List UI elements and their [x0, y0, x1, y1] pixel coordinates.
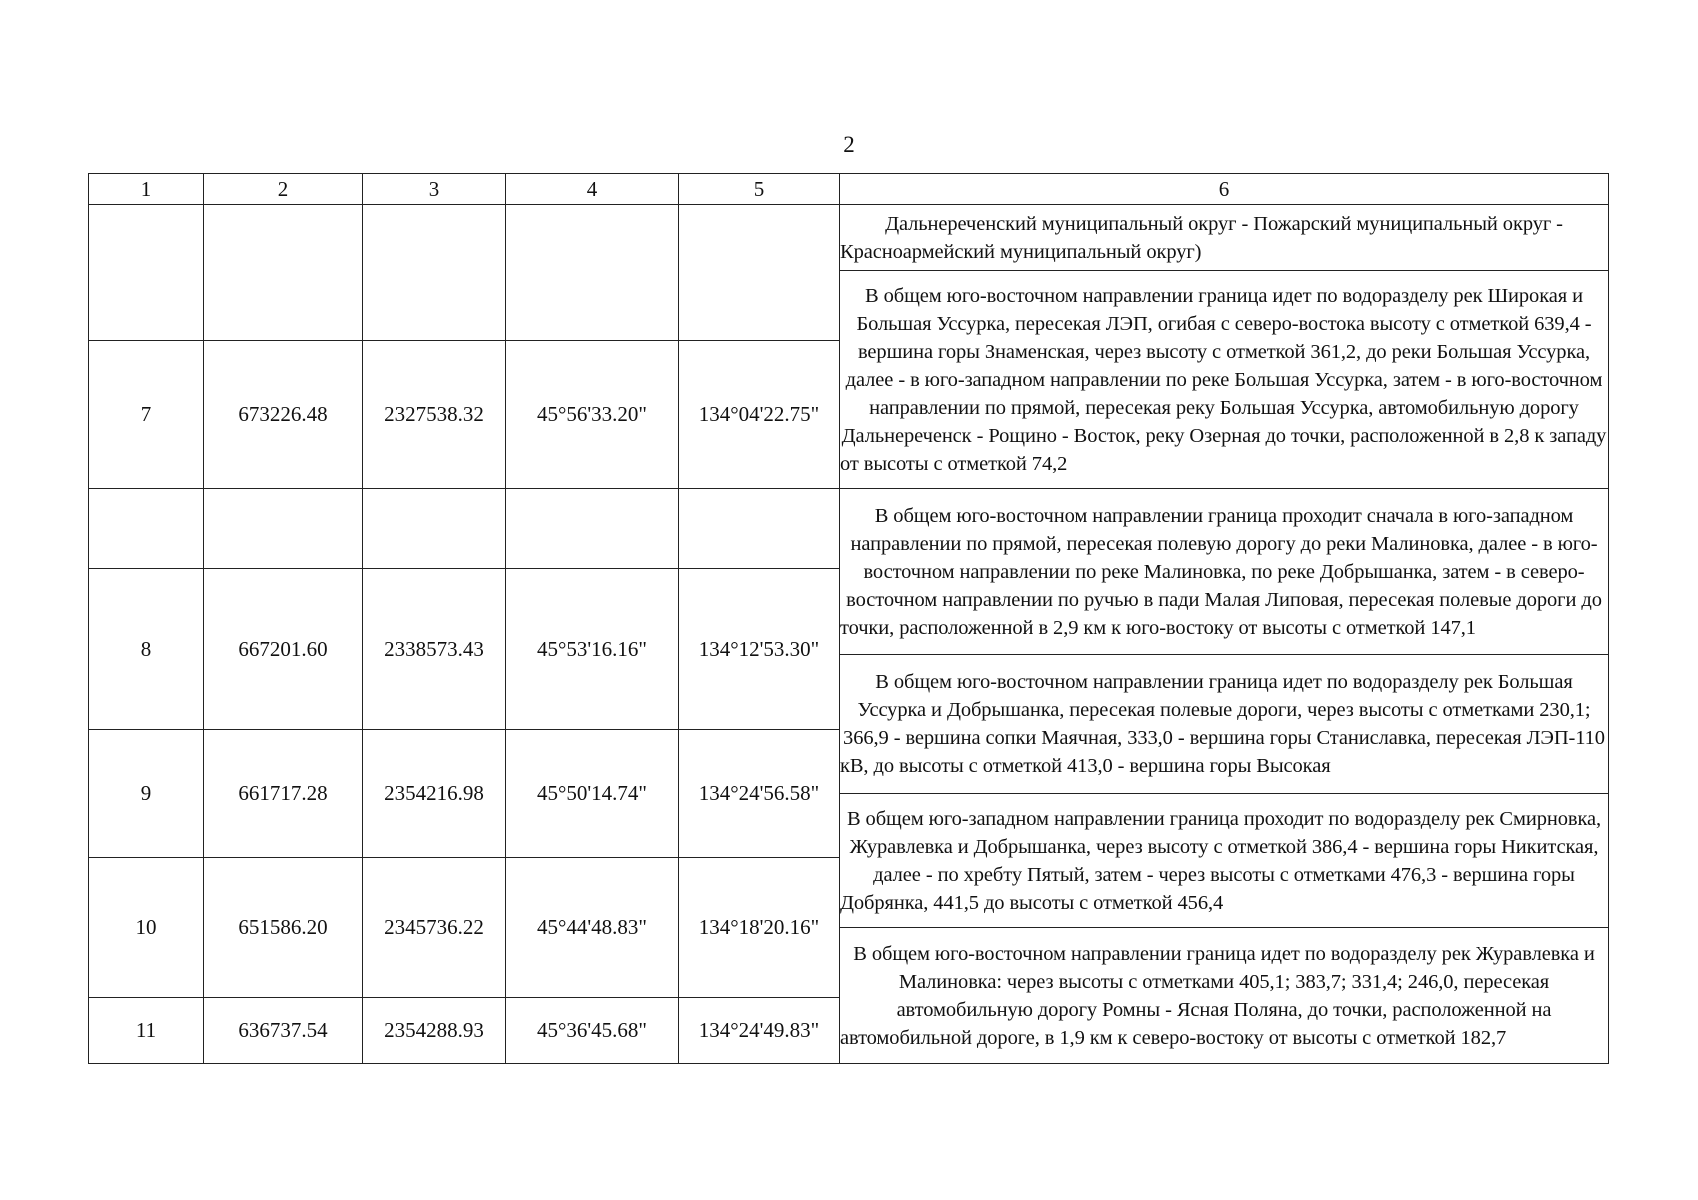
table-row	[89, 205, 1609, 271]
empty-cell	[204, 205, 363, 341]
column-header-3: 3	[363, 174, 506, 205]
empty-cell	[679, 489, 840, 569]
latitude: 45°50'14.74"	[506, 730, 679, 858]
point-number: 10	[89, 858, 204, 998]
longitude: 134°24'49.83"	[679, 998, 840, 1064]
empty-cell	[89, 489, 204, 569]
empty-cell	[204, 489, 363, 569]
longitude: 134°04'22.75"	[679, 341, 840, 489]
y-coordinate: 2327538.32	[363, 341, 506, 489]
segment-description: В общем юго-восточном направлении граница проходит сначала в юго-западном направлении по прямой, пересекая полевую дорогу до реки Малиновка, далее - в юго-восточном направлении по реке Малиновка, по реке Добрышанка, затем - в северо-восточном направлении по ручью в пади Малая Липовая, пересекая полевые дороги до точки, расположенной в 2,9 км к юго-востоку от высоты с отметкой 147,1	[840, 489, 1609, 655]
longitude: 134°12'53.30"	[679, 569, 840, 730]
segment-description: Дальнереченский муниципальный округ - Пожарский муниципальный округ - Красноармейский муниципальный округ)	[840, 205, 1609, 271]
x-coordinate: 651586.20	[204, 858, 363, 998]
x-coordinate: 661717.28	[204, 730, 363, 858]
column-header-6: 6	[840, 174, 1609, 205]
empty-cell	[89, 205, 204, 341]
segment-description: В общем юго-восточном направлении граница идет по водоразделу рек Журавлевка и Малиновка: через высоты с отметками 405,1; 383,7; 331,4; 246,0, пересекая автомобильную дорогу Ромны - Ясная Поляна, до точки, расположенной на автомобильной дороге, в 1,9 км к северо-востоку от высоты с отметкой 182,7	[840, 928, 1609, 1064]
empty-cell	[506, 205, 679, 341]
latitude: 45°56'33.20"	[506, 341, 679, 489]
header-row	[89, 174, 1609, 205]
point-number: 8	[89, 569, 204, 730]
segment-description: В общем юго-западном направлении граница проходит по водоразделу рек Смирновка, Журавлевка и Добрышанка, через высоту с отметкой 386,4 - вершина горы Никитская, далее - по хребту Пятый, затем - через высоты с отметками 476,3 - вершина горы Добрянка, 441,5 до высоты с отметкой 456,4	[840, 794, 1609, 928]
x-coordinate: 636737.54	[204, 998, 363, 1064]
column-header-1: 1	[89, 174, 204, 205]
point-number: 11	[89, 998, 204, 1064]
latitude: 45°53'16.16"	[506, 569, 679, 730]
latitude: 45°36'45.68"	[506, 998, 679, 1064]
y-coordinate: 2345736.22	[363, 858, 506, 998]
x-coordinate: 667201.60	[204, 569, 363, 730]
segment-description: В общем юго-восточном направлении граница идет по водоразделу рек Широкая и Большая Уссурка, пересекая ЛЭП, огибая с северо-востока высоту с отметкой 639,4 - вершина горы Знаменская, через высоту с отметкой 361,2, до реки Большая Уссурка, далее - в юго-западном направлении по реке Большая Уссурка, затем - в юго-восточном направлении по прямой, пересекая реку Большая Уссурка, автомобильную дорогу Дальнереченск - Рощино - Восток, реку Озерная до точки, расположенной в 2,8 к западу от высоты с отметкой 74,2	[840, 271, 1609, 489]
page-number: 2	[843, 132, 855, 157]
empty-cell	[363, 205, 506, 341]
empty-cell	[679, 205, 840, 341]
point-number: 7	[89, 341, 204, 489]
y-coordinate: 2354216.98	[363, 730, 506, 858]
latitude: 45°44'48.83"	[506, 858, 679, 998]
segment-description: В общем юго-восточном направлении граница идет по водоразделу рек Большая Уссурка и Добрышанка, пересекая полевые дороги, через высоты с отметками 230,1; 366,9 - вершина сопки Маячная, 333,0 - вершина горы Станиславка, пересекая ЛЭП-110 кВ, до высоты с отметкой 413,0 - вершина горы Высокая	[840, 655, 1609, 794]
column-header-5: 5	[679, 174, 840, 205]
empty-cell	[363, 489, 506, 569]
column-header-2: 2	[204, 174, 363, 205]
longitude: 134°18'20.16"	[679, 858, 840, 998]
point-number: 9	[89, 730, 204, 858]
empty-cell	[506, 489, 679, 569]
x-coordinate: 673226.48	[204, 341, 363, 489]
boundary-table	[88, 173, 1609, 1064]
column-header-4: 4	[506, 174, 679, 205]
table-row	[89, 489, 1609, 569]
y-coordinate: 2354288.93	[363, 998, 506, 1064]
y-coordinate: 2338573.43	[363, 569, 506, 730]
longitude: 134°24'56.58"	[679, 730, 840, 858]
